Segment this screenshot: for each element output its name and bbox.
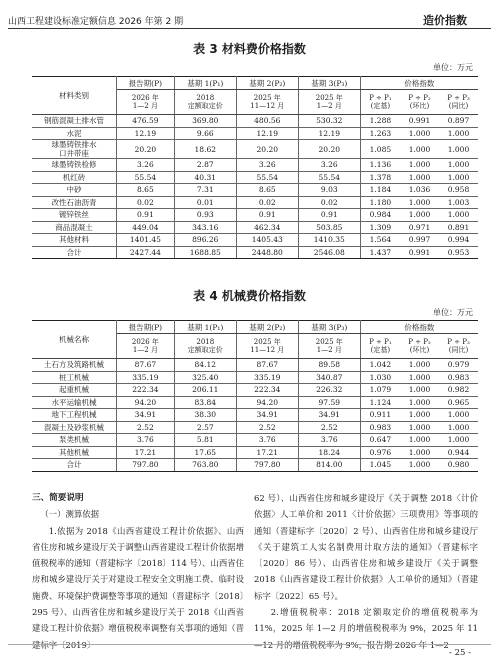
column-subheader: 2026 年 1—2 月 [117,334,175,359]
table-cell: 1410.35 [298,234,360,247]
material-price-index-table [32,76,478,259]
table-cell: 449.04 [117,221,175,234]
column-header: 报告期(P) [117,77,175,90]
row-label: 镀锌铁丝 [32,209,117,222]
table-row [32,127,478,140]
table-cell: 83.84 [174,396,236,409]
column-header: 基期 3(P₃) [298,77,360,90]
table-cell: 335.19 [236,371,298,384]
table-cell: 55.54 [236,171,298,184]
table-cell: 3.76 [117,434,175,447]
table-cell: 5.81 [174,434,236,447]
table-row [32,434,478,447]
table-cell: 335.19 [117,371,175,384]
row-label: 其他材料 [32,234,117,247]
row-label: 泵类机械 [32,434,117,447]
table-cell: 0.976 [360,446,400,459]
column-subheader: 2025 年 11—12 月 [236,90,298,115]
row-label: 桩工机械 [32,371,117,384]
table-cell: 1.000 [439,140,478,159]
table-cell: 0.91 [236,209,298,222]
table-cell: 814.00 [298,459,360,472]
table-cell: 1.000 [400,127,439,140]
table-cell: 20.20 [298,140,360,159]
table-cell: 1.000 [439,434,478,447]
table-cell: 1.000 [439,209,478,222]
column-subheader: 2025 年 1—2 月 [298,334,360,359]
table-cell: 206.11 [174,384,236,397]
table-cell: 0.944 [439,446,478,459]
row-label: 球墨铸铁排水 口井带座 [32,140,117,159]
table-cell: 1.184 [360,184,400,197]
table-cell: 89.58 [298,359,360,372]
table-cell: 18.24 [298,446,360,459]
section-title: 造价指数 [423,14,467,27]
table-row [32,409,478,422]
row-label: 钢筋混凝土排水管 [32,115,117,128]
table-cell: 0.983 [439,371,478,384]
table-cell: 0.997 [400,234,439,247]
table-row [32,184,478,197]
table-cell: 0.891 [439,221,478,234]
column-subheader: 2026 年 1—2 月 [117,90,175,115]
table-cell: 12.19 [236,127,298,140]
table-cell: 1.000 [400,409,439,422]
column-header: 基期 2(P₂) [236,77,298,90]
column-subheader: 2018 定额取定价 [174,90,236,115]
row-label: 机红砖 [32,171,117,184]
column-subheader: P ÷ P₃ (同比) [439,334,478,359]
table4-unit: 单位：万元 [433,308,473,317]
table-cell: 0.02 [117,196,175,209]
table-cell: 0.911 [360,409,400,422]
column-header-name: 材料类别 [32,77,117,115]
table-cell: 1.000 [400,396,439,409]
table-cell: 2.52 [117,421,175,434]
table-cell: 17.21 [236,446,298,459]
table-cell: 222.34 [117,384,175,397]
table-cell: 3.26 [117,159,175,172]
paragraph: 62 号）、山西省住房和城乡建设厅《关于调整 2018〈计价依据〉人工单价和 2011〈计价依据〉三项费用》等事项的通知（晋建标字〔2020〕2 号）、山西省住房和城乡建设厅《关于建筑工人实名制费用计取方法的通知》（晋建标字〔2020〕86 号）、山西省住房和城乡建设厅《关于调整 2018《山西省建设工程计价依据》人工单价的通知》（晋建标字〔2022〕65 号）。 [254,493,478,601]
table-cell: 1.000 [400,171,439,184]
row-label: 其他机械 [32,446,117,459]
table-cell: 530.32 [298,115,360,128]
table-cell: 8.65 [236,184,298,197]
column-subheader: 2025 年 1—2 月 [298,90,360,115]
table-cell: 9.03 [298,184,360,197]
table-cell: 0.02 [236,196,298,209]
paragraph: 2.增值税税率：2018 定额取定价的增值税税率为 11%，2025 年 1—2 月的增值税税率为 9%，2025 年 11—12 月的增值税税率为 9%，报告期 2026 年 1—2 [254,607,478,650]
table-cell: 2.52 [236,421,298,434]
table-cell: 226.32 [298,384,360,397]
table-cell: 87.67 [117,359,175,372]
column-header: 报告期(P) [117,321,175,334]
table-cell: 1.045 [360,459,400,472]
row-label: 改性石油沥青 [32,196,117,209]
table-row [32,115,478,128]
table-cell: 1.000 [400,371,439,384]
table-cell: 480.56 [236,115,298,128]
text-column-left [32,490,244,653]
table-row [32,359,478,372]
table-cell: 0.897 [439,115,478,128]
table-cell: 9.66 [174,127,236,140]
table-cell: 1.288 [360,115,400,128]
table-cell: 34.91 [298,409,360,422]
row-label: 水泥 [32,127,117,140]
table-row [32,234,478,247]
table-cell: 222.34 [236,384,298,397]
row-label: 球墨铸铁检修 [32,159,117,172]
table-cell: 1.180 [360,196,400,209]
row-label: 地下工程机械 [32,409,117,422]
table-row [32,159,478,172]
table-cell: 12.19 [298,127,360,140]
table-cell: 1.085 [360,140,400,159]
table3-title: 表 3 材料费价格指数 [193,42,306,56]
table-cell: 1.000 [400,140,439,159]
footer-rule [8,644,491,645]
table-cell: 3.26 [236,159,298,172]
row-label: 起重机械 [32,384,117,397]
table-cell: 2427.44 [117,246,175,259]
table-cell: 1.000 [400,421,439,434]
table-cell: 0.991 [400,246,439,259]
machinery-price-index-table [32,320,478,472]
table-cell: 34.91 [236,409,298,422]
column-header: 基期 2(P₂) [236,321,298,334]
table-cell: 462.34 [236,221,298,234]
table-cell: 1.000 [400,446,439,459]
table-row [32,384,478,397]
row-label: 土石方及筑路机械 [32,359,117,372]
table-row [32,371,478,384]
table-cell: 17.65 [174,446,236,459]
table-cell: 2.87 [174,159,236,172]
table-row [32,209,478,222]
table-cell: 1.136 [360,159,400,172]
table-cell: 0.91 [117,209,175,222]
table-row [32,459,478,472]
row-label: 中砂 [32,184,117,197]
table-cell: 797.80 [117,459,175,472]
table-cell: 1.042 [360,359,400,372]
table-cell: 55.54 [117,171,175,184]
table-cell: 2546.08 [298,246,360,259]
table-row [32,396,478,409]
table-cell: 1.309 [360,221,400,234]
row-label: 合计 [32,459,117,472]
table-cell: 18.62 [174,140,236,159]
table-cell: 0.994 [439,234,478,247]
table-cell: 1.378 [360,171,400,184]
table-cell: 369.80 [174,115,236,128]
table-cell: 1.079 [360,384,400,397]
table-cell: 20.20 [117,140,175,159]
table-cell: 94.20 [236,396,298,409]
table-cell: 12.19 [117,127,175,140]
table-cell: 1.003 [439,196,478,209]
table-cell: 340.87 [298,371,360,384]
row-label: 水平运输机械 [32,396,117,409]
table-cell: 38.30 [174,409,236,422]
table-cell: 1.000 [400,434,439,447]
table-cell: 1.263 [360,127,400,140]
column-header: 基期 1(P₁) [174,77,236,90]
table-cell: 1405.43 [236,234,298,247]
table-cell: 0.953 [439,246,478,259]
table-cell: 1.000 [439,421,478,434]
section-heading: 三、简要说明 [32,493,84,503]
table-cell: 55.54 [298,171,360,184]
table-cell: 1.000 [439,171,478,184]
table-cell: 0.982 [439,384,478,397]
table-row [32,140,478,159]
page-number: - 25 - [449,648,471,658]
table-row [32,196,478,209]
table-cell: 7.31 [174,184,236,197]
table-cell: 1.000 [439,127,478,140]
column-header-name: 机械名称 [32,321,117,359]
row-label: 混凝土及砂浆机械 [32,421,117,434]
column-subheader: P ÷ P₂ (环比) [400,90,439,115]
table-cell: 1.000 [439,409,478,422]
table-cell: 0.983 [360,421,400,434]
table-cell: 0.647 [360,434,400,447]
column-subheader: 2025 年 11—12 月 [236,334,298,359]
table-cell: 0.958 [439,184,478,197]
table-row [32,246,478,259]
table-cell: 325.40 [174,371,236,384]
table-row [32,171,478,184]
table-cell: 8.65 [117,184,175,197]
table-cell: 3.26 [298,159,360,172]
table-cell: 94.20 [117,396,175,409]
table-cell: 1401.45 [117,234,175,247]
table-cell: 2.57 [174,421,236,434]
table-cell: 17.21 [117,446,175,459]
table-cell: 896.26 [174,234,236,247]
table-cell: 0.971 [400,221,439,234]
table-cell: 1688.85 [174,246,236,259]
table-cell: 797.80 [236,459,298,472]
table-cell: 0.02 [298,196,360,209]
table-cell: 0.979 [439,359,478,372]
table-cell: 0.01 [174,196,236,209]
column-subheader: P ÷ P₃ (同比) [439,90,478,115]
table-cell: 34.91 [117,409,175,422]
table-cell: 87.67 [236,359,298,372]
table-cell: 1.000 [400,196,439,209]
table-cell: 1.000 [439,159,478,172]
table-row [32,446,478,459]
page-header [0,0,499,30]
table-cell: 2.52 [298,421,360,434]
table-cell: 1.036 [400,184,439,197]
table-cell: 1.000 [400,159,439,172]
table-cell: 763.80 [174,459,236,472]
column-header: 基期 3(P₃) [298,321,360,334]
column-subheader: P ÷ P₁ (定基) [360,334,400,359]
subsection-heading: （一）测算依据 [40,509,100,520]
table-cell: 1.030 [360,371,400,384]
table-cell: 3.76 [236,434,298,447]
table4-title: 表 4 机械费价格指数 [193,289,306,303]
table-cell: 0.991 [400,115,439,128]
column-subheader: P ÷ P₂ (环比) [400,334,439,359]
header-rule [8,28,491,29]
table-cell: 0.93 [174,209,236,222]
table-cell: 0.91 [298,209,360,222]
table-cell: 476.59 [117,115,175,128]
row-label: 商品混凝土 [32,221,117,234]
row-label: 合计 [32,246,117,259]
table-cell: 1.437 [360,246,400,259]
table-cell: 40.31 [174,171,236,184]
table-cell: 2448.80 [236,246,298,259]
table-cell: 1.564 [360,234,400,247]
table-cell: 1.000 [400,384,439,397]
table-cell: 1.000 [400,459,439,472]
table-cell: 1.000 [400,209,439,222]
table-cell: 84.12 [174,359,236,372]
table-cell: 343.16 [174,221,236,234]
column-header: 价格指数 [360,77,478,90]
table-cell: 1.124 [360,396,400,409]
table-cell: 1.000 [400,359,439,372]
table-cell: 0.965 [439,396,478,409]
journal-name: 山西工程建设标准定额信息 2026 年第 2 期 [8,17,184,27]
table-cell: 0.980 [439,459,478,472]
table-row [32,421,478,434]
column-subheader: P ÷ P₁ (定基) [360,90,400,115]
table-cell: 20.20 [236,140,298,159]
column-header: 基期 1(P₁) [174,321,236,334]
table-cell: 97.59 [298,396,360,409]
column-header: 价格指数 [360,321,478,334]
table3-unit: 单位：万元 [433,63,473,72]
table-cell: 0.984 [360,209,400,222]
table-row [32,221,478,234]
table-cell: 3.76 [298,434,360,447]
column-subheader: 2018 定额取定价 [174,334,236,359]
paragraph: 1.依据为 2018《山西省建设工程计价依据》、山西省住房和城乡建设厅关于调整山西省建设工程计价依据增值税税率的通知（晋建标字〔2018〕114 号）、山西省住房和城乡建设厅关于对建设工程安全文明施工费、临时设施费、环境保护费调整等事项的通知（晋建标字〔2018〕295 号）、山西省住房和城乡建设厅关于 2018《山西省建设工程计价依据》增值税税率调整有关事项的通知（晋建标字〔2019〕 [32,525,244,650]
text-column-right [254,490,478,653]
table-cell: 503.85 [298,221,360,234]
